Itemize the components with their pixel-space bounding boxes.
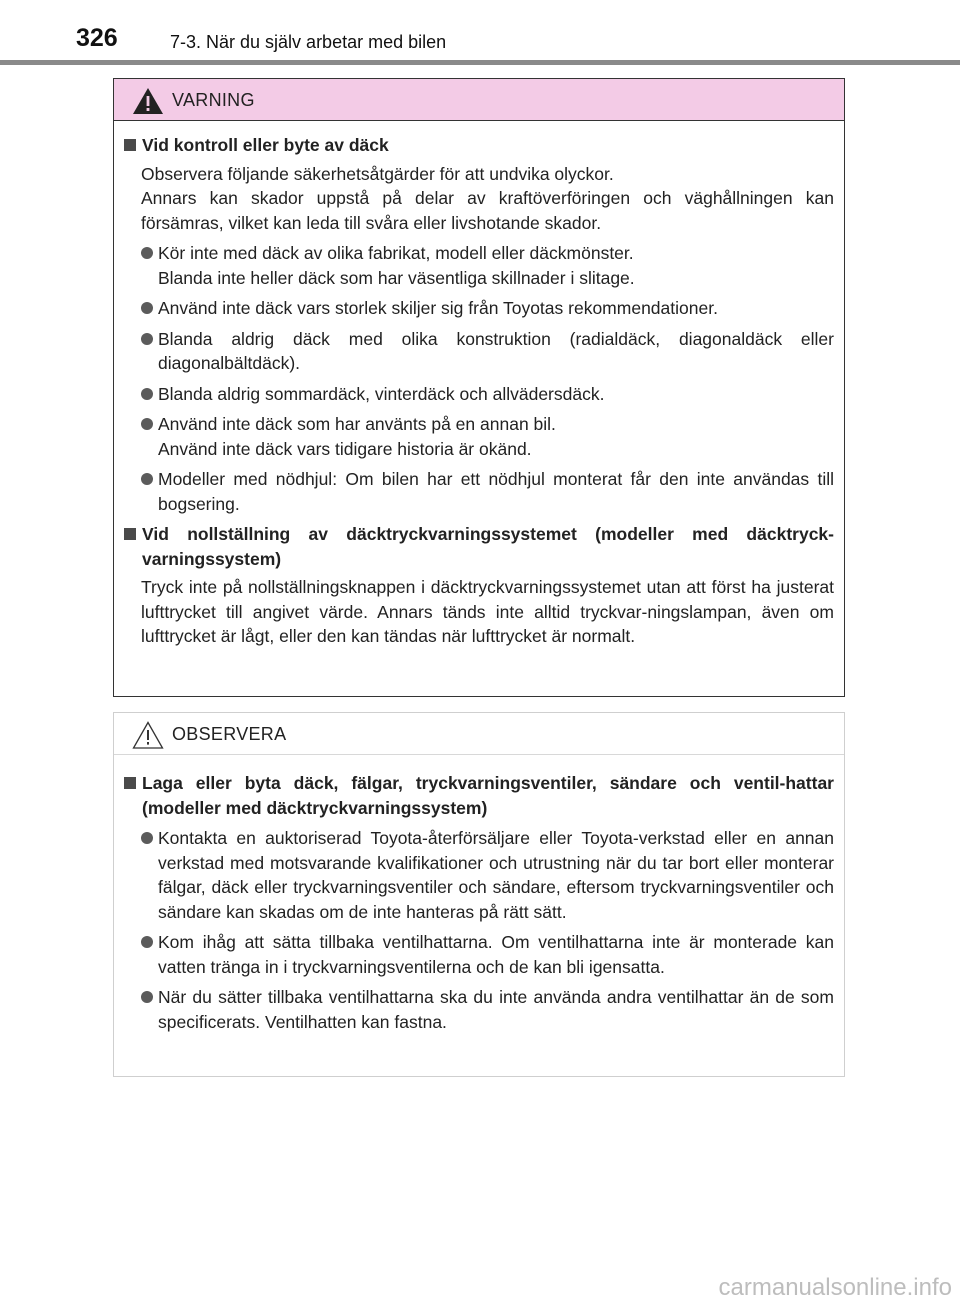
list-item xyxy=(141,412,834,461)
warning-item-tpms-reset xyxy=(124,522,834,571)
item-title: Vid kontroll eller byte av däck xyxy=(142,135,389,155)
item-text xyxy=(124,575,834,649)
bullet-dot-icon xyxy=(141,302,153,314)
bullet-dot-icon xyxy=(141,388,153,400)
text-line: Använd inte däck vars storlek skiljer sig från Toyotas rekommendationer. xyxy=(158,298,718,318)
bullet-dot-icon xyxy=(141,473,153,485)
watermark: carmanualsonline.info xyxy=(718,1274,952,1301)
warning-body xyxy=(114,121,844,649)
text-line: Använd inte däck som har använts på en annan bil. xyxy=(158,414,556,434)
header-rule xyxy=(0,60,960,65)
warning-label: VARNING xyxy=(172,90,255,110)
text-line: Blanda inte heller däck som har väsentliga skillnader i slitage. xyxy=(158,267,635,288)
warning-box xyxy=(113,78,845,697)
section-title: 7-3. När du själv arbetar med bilen xyxy=(170,32,447,52)
square-bullet-icon xyxy=(124,139,136,151)
notice-box xyxy=(113,712,845,1077)
list-item xyxy=(141,930,834,979)
text-line: Tryck inte på nollställningsknappen i däcktryckvarningssystemet utan att först ha justerat lufttrycket till angivet värde. Annars tänds inte alltid tryckvar-ningslampan, även om lufttrycket är lågt, eller den kan tändas när lufttrycket är normalt. xyxy=(141,577,834,646)
notice-label: OBSERVERA xyxy=(172,724,287,744)
item-text xyxy=(124,162,834,236)
square-bullet-icon xyxy=(124,528,136,540)
notice-body xyxy=(114,755,844,1034)
text-line: Blanda aldrig däck med olika konstruktion (radialdäck, diagonaldäck eller diagonalbältdäck). xyxy=(158,328,834,373)
warning-item-tire-check xyxy=(124,133,834,158)
list-item xyxy=(141,467,834,516)
text-line: Kontakta en auktoriserad Toyota-återförsäljare eller Toyota-verkstad eller en annan verkstad med motsvarande kvalifikationer och utrustning när du tar bort eller monterar fälgar, däck eller tryckvarningsventiler och sändare, eftersom tryckvarningsventiler och sändare kan skadas om de inte hanteras på rätt sätt. xyxy=(158,828,834,922)
bullet-dot-icon xyxy=(141,247,153,259)
text-line: Kör inte med däck av olika fabrikat, modell eller däckmönster. xyxy=(158,243,634,263)
text-line: Modeller med nödhjul: Om bilen har ett nödhjul monterat får den inte användas till bogsering. xyxy=(158,469,834,514)
list-item xyxy=(141,241,834,290)
list-item xyxy=(141,382,834,407)
list-item xyxy=(141,296,834,321)
caution-triangle-icon xyxy=(132,721,164,749)
square-bullet-icon xyxy=(124,777,136,789)
text-line: När du sätter tillbaka ventilhattarna ska du inte använda andra ventilhattar än de som specificerats. Ventilhatten kan fastna. xyxy=(158,987,834,1032)
item-title: Laga eller byta däck, fälgar, tryckvarningsventiler, sändare och ventil-hattar (modeller med däcktryckvarningssystem) xyxy=(142,773,834,818)
notice-box-header xyxy=(114,713,844,755)
list-item xyxy=(141,826,834,924)
warning-box-header xyxy=(114,79,844,121)
text-line: Blanda aldrig sommardäck, vinterdäck och allvädersdäck. xyxy=(158,383,605,404)
bullet-dot-icon xyxy=(141,418,153,430)
bullet-dot-icon xyxy=(141,991,153,1003)
text-line: Använd inte däck vars tidigare historia är okänd. xyxy=(158,438,532,459)
warning-triangle-icon xyxy=(132,87,164,115)
page-number: 326 xyxy=(76,24,118,52)
bullet-dot-icon xyxy=(141,832,153,844)
notice-item-repair xyxy=(124,771,834,820)
bullet-dot-icon xyxy=(141,936,153,948)
page-header xyxy=(0,0,960,66)
text-line: Kom ihåg att sätta tillbaka ventilhattarna. Om ventilhattarna inte är monterade kan vatten tränga in i tryckvarningsventilerna och de kan bli igensatta. xyxy=(158,932,834,977)
item-title: Vid nollställning av däcktryckvarningssystemet (modeller med däcktryck-varningssystem) xyxy=(142,524,834,569)
text-line: Annars kan skador uppstå på delar av kraftöverföringen och väghållningen kan försämras, vilket kan leda till svåra eller livshotande skador. xyxy=(141,188,834,233)
text-line: Observera följande säkerhetsåtgärder för att undvika olyckor. xyxy=(141,163,614,184)
list-item xyxy=(141,327,834,376)
bullet-dot-icon xyxy=(141,333,153,345)
list-item xyxy=(141,985,834,1034)
